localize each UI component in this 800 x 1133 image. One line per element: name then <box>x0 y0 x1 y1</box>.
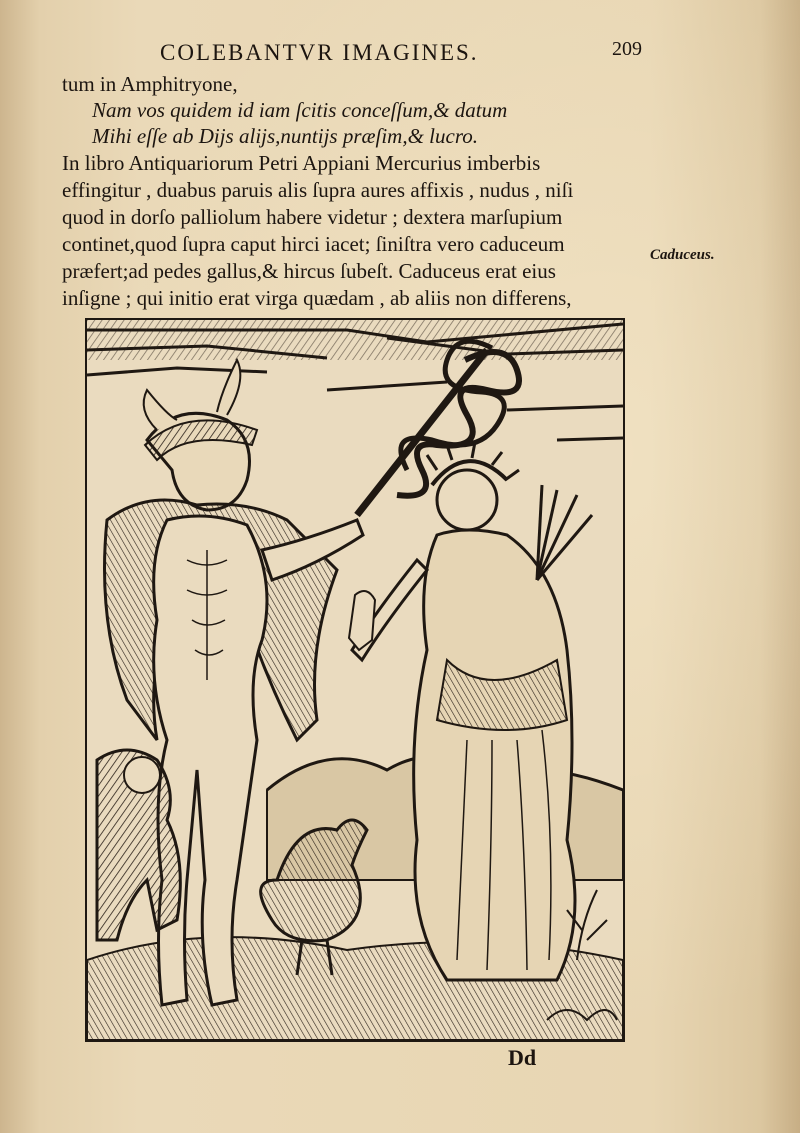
body-line-1: tum in Amphitryone, <box>62 72 238 96</box>
body-line-2: Nam vos quidem id iam ſcitis conceſſum,& datum <box>92 98 508 122</box>
body-line-7: continet,quod ſupra caput hirci iacet; ſiniſtra vero caduceum <box>62 232 565 256</box>
woodcut-mercury-and-ceres-icon <box>87 320 623 1040</box>
body-line-3: Mihi eſſe ab Dijs alijs,nuntijs præſim,& lucro. <box>92 124 478 148</box>
body-line-4: In libro Antiquariorum Petri Appiani Mercurius imberbis <box>62 151 541 175</box>
running-head: COLEBANTVR IMAGINES. <box>160 40 479 65</box>
ceres-figure <box>349 442 592 980</box>
page-number: 209 <box>612 38 642 60</box>
margin-note: Caduceus. <box>650 247 715 263</box>
woodcut-illustration <box>85 318 625 1042</box>
goat <box>97 750 180 940</box>
body-line-9: inſigne ; qui initio erat virga quædam , ab aliis non differens, <box>62 286 572 310</box>
show-through-texture <box>70 318 80 384</box>
body-line-8: præfert;ad pedes gallus,& hircus ſubeſt. Caduceus erat eius <box>62 259 556 283</box>
body-line-5: effingitur , duabus paruis alis ſupra aures affixis , nudus , niſi <box>62 178 574 202</box>
body-line-6: quod in dorſo palliolum habere videtur ; dextera marſupium <box>62 205 563 229</box>
signature-mark: Dd <box>508 1045 537 1070</box>
